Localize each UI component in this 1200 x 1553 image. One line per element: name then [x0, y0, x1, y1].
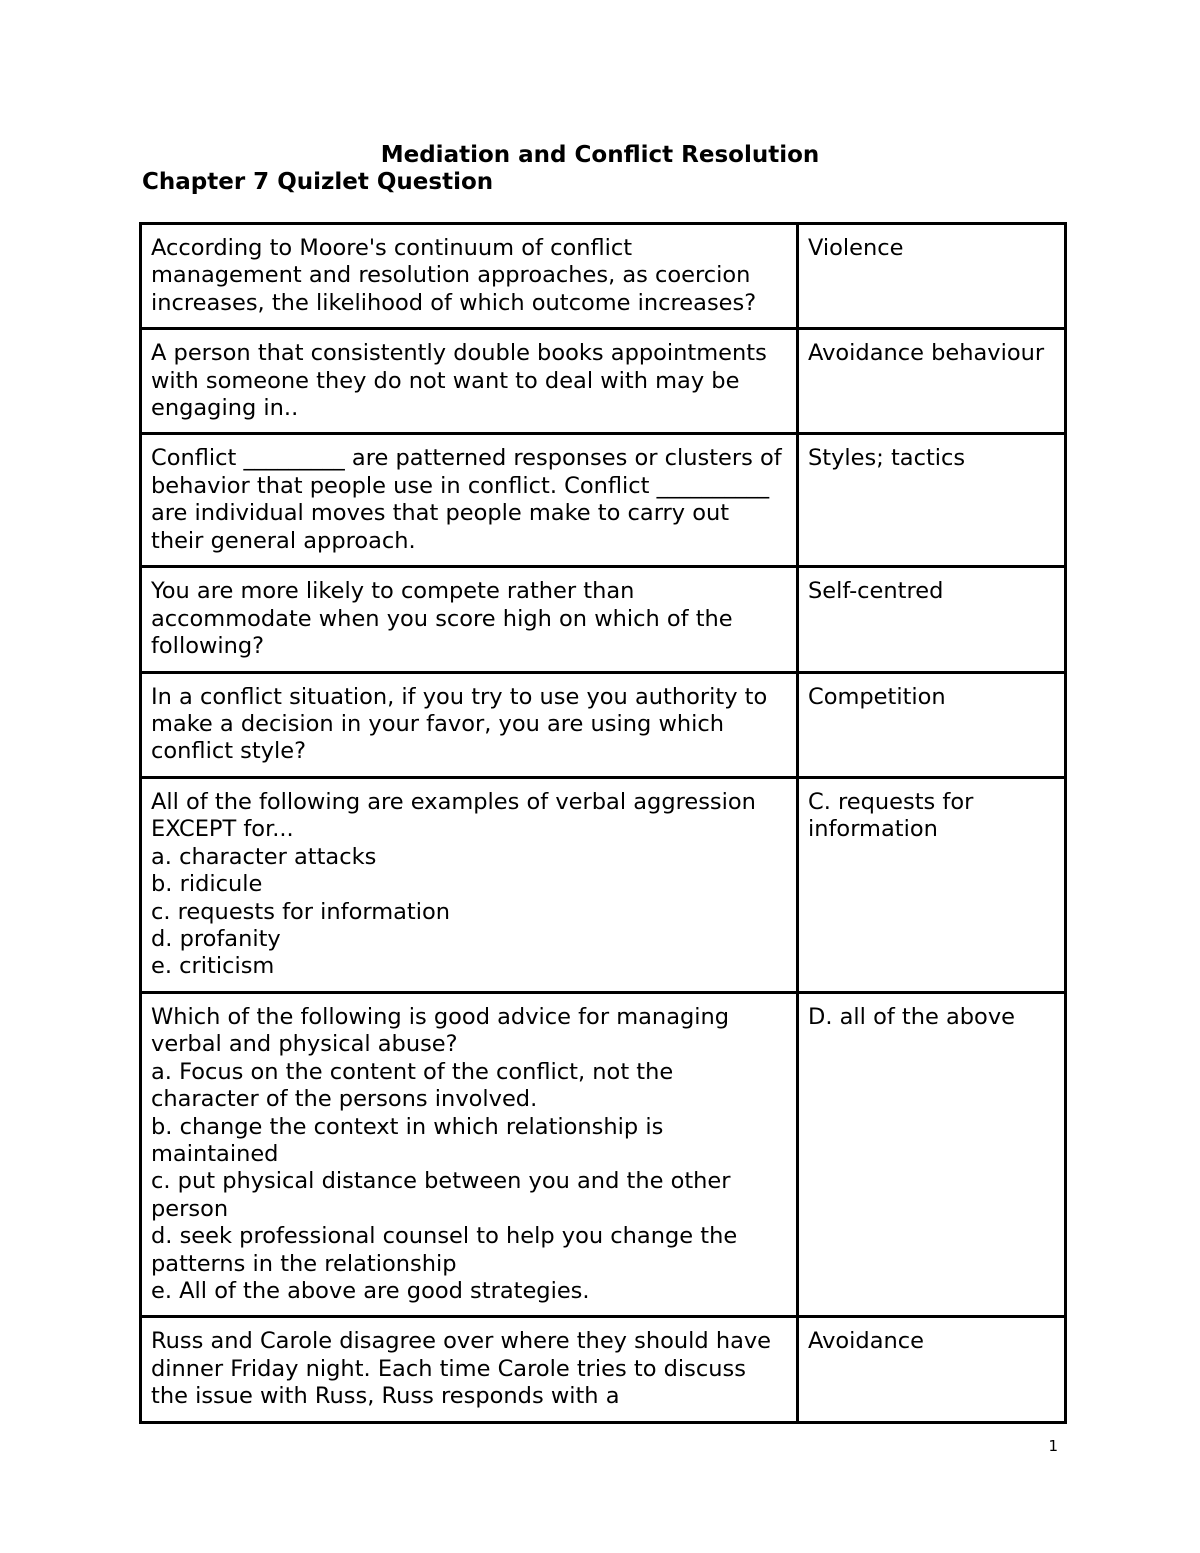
question-cell: All of the following are examples of verbal aggression EXCEPT for... a. character attacks b. ridicule c. requests for information d. profanity e. criticism: [141, 777, 798, 992]
question-cell: You are more likely to compete rather than accommodate when you score high on which of the following?: [141, 567, 798, 672]
question-cell: Conflict _________ are patterned responses or clusters of behavior that people use in conflict. Conflict __________ are individual moves that people make to carry out their general approach.: [141, 434, 798, 567]
table-row: [141, 992, 1066, 1316]
question-cell: Russ and Carole disagree over where they should have dinner Friday night. Each time Carole tries to discuss the issue with Russ, Russ responds with a: [141, 1317, 798, 1422]
question-cell: Which of the following is good advice for managing verbal and physical abuse? a. Focus on the content of the conflict, not the character of the persons involved. b. change the context in which relationship is maintained c. put physical distance between you and the other person d. seek professional counsel to help you change the patterns in the relationship e. All of the above are good strategies.: [141, 992, 798, 1316]
answer-cell: Styles; tactics: [798, 434, 1066, 567]
question-cell: A person that consistently double books appointments with someone they do not want to deal with may be engaging in..: [141, 329, 798, 434]
table-row: [141, 1317, 1066, 1422]
answer-cell: Competition: [798, 672, 1066, 777]
answer-cell: Self-centred: [798, 567, 1066, 672]
question-cell: According to Moore's continuum of conflict management and resolution approaches, as coercion increases, the likelihood of which outcome increases?: [141, 224, 798, 329]
table-row: [141, 672, 1066, 777]
table-row: [141, 224, 1066, 329]
quiz-table: [139, 222, 1067, 1424]
document-title: Mediation and Conflict Resolution: [380, 142, 820, 168]
document-subtitle: Chapter 7 Quizlet Question: [142, 169, 494, 195]
question-cell: In a conflict situation, if you try to use you authority to make a decision in your favor, you are using which conflict style?: [141, 672, 798, 777]
answer-cell: D. all of the above: [798, 992, 1066, 1316]
answer-cell: Avoidance behaviour: [798, 329, 1066, 434]
page-number: 1: [1048, 1437, 1058, 1455]
table-row: [141, 567, 1066, 672]
answer-cell: Avoidance: [798, 1317, 1066, 1422]
answer-cell: Violence: [798, 224, 1066, 329]
table-row: [141, 329, 1066, 434]
answer-cell: C. requests for information: [798, 777, 1066, 992]
table-row: [141, 777, 1066, 992]
table-row: [141, 434, 1066, 567]
